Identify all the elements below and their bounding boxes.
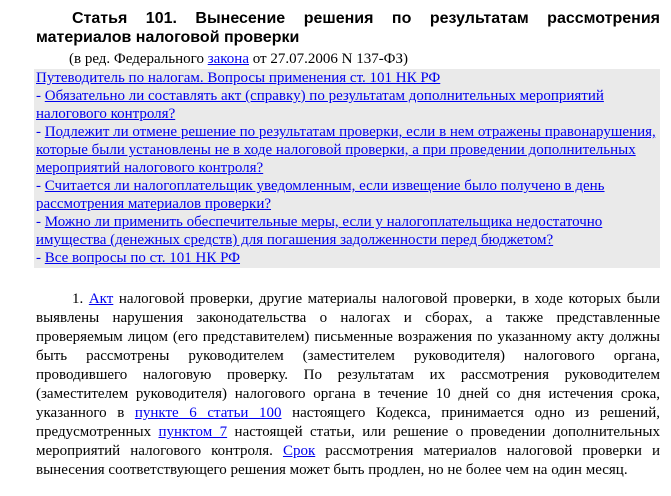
guide-question-link-2[interactable]: Подлежит ли отмене решение по результатам проверки, если в нем отражены правонарушения, которые были установлены не в ходе налоговой проверки, а при проведении дополнительных мероприятий налогового контроля? <box>36 124 656 176</box>
paragraph-text: налоговой проверки, другие материалы налоговой проверки, в ходе которых были выявлены нарушения законодательства о налогах и сборах, а также представленные проверяемым лицом (его представителем) письменные возражения по указанному акту должны быть рассмотрены руководителем (заместителем руководителя) налогового органа, проводившего налоговую проверку. По результатам их рассмотрения руководителем (заместителем руководителя) налогового органа в течение 10 дней со дня истечения срока, указанного в <box>36 291 661 421</box>
guide-header-link[interactable]: Путеводитель по налогам. Вопросы применения ст. 101 НК РФ <box>36 70 441 86</box>
guide-dash: - <box>36 178 45 194</box>
article-100-clause-6-link[interactable]: пункте 6 статьи 100 <box>134 405 282 421</box>
guide-dash: - <box>36 124 45 140</box>
guide-header-row <box>36 69 658 87</box>
revision-note <box>69 50 408 68</box>
revision-prefix: (в ред. Федерального <box>69 51 208 67</box>
tax-guide-block <box>34 69 660 268</box>
revision-law-link[interactable]: закона <box>207 51 249 67</box>
guide-all-questions-link[interactable]: Все вопросы по ст. 101 НК РФ <box>44 250 241 266</box>
guide-question-link-4[interactable]: Можно ли применить обеспечительные меры, если у налогоплательщика недостаточно имущества (денежных средств) для погашения задолженности перед бюджетом? <box>36 214 603 248</box>
paragraph-text: рассмотрения материалов налоговой проверки и вынесения соответствующего решения может быть продлен, но не более чем на один месяц. <box>36 443 660 478</box>
guide-question-link-1[interactable]: Обязательно ли составлять акт (справку) по результатам дополнительных мероприятий налогового контроля? <box>36 88 604 122</box>
act-link[interactable]: Акт <box>88 291 114 307</box>
guide-dash: - <box>36 88 45 104</box>
guide-all-questions-row <box>36 249 658 267</box>
guide-question-row <box>36 213 658 249</box>
paragraph-text: настоящей статьи, или решение о проведении дополнительных мероприятий налогового контроля. <box>36 424 660 459</box>
guide-question-row <box>36 177 658 213</box>
term-link[interactable]: Срок <box>282 443 316 459</box>
revision-suffix: от 27.07.2006 N 137-ФЗ) <box>249 51 409 67</box>
guide-dash: - <box>36 214 45 230</box>
paragraph-number: 1. <box>72 291 89 307</box>
paragraph-1 <box>36 290 660 480</box>
guide-question-row <box>36 87 658 123</box>
paragraph-text: настоящего Кодекса, принимается одно из решений, предусмотренных <box>36 405 660 440</box>
guide-question-link-3[interactable]: Считается ли налогоплательщик уведомленным, если извещение было получено в день рассмотрения материалов проверки? <box>36 178 605 212</box>
guide-question-row <box>36 123 658 177</box>
clause-7-link[interactable]: пунктом 7 <box>158 424 228 440</box>
guide-dash: - <box>36 250 45 266</box>
article-title: Статья 101. Вынесение решения по результатам рассмотрения материалов налоговой проверки <box>36 10 660 46</box>
